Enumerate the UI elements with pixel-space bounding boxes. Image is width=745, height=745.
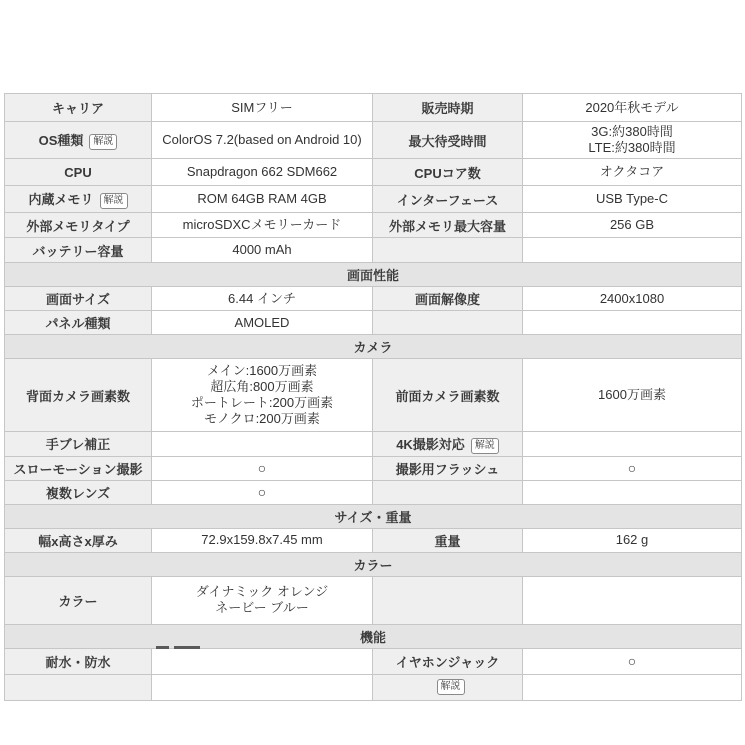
clipped-text-remnant <box>174 646 200 649</box>
spec-label-cell <box>5 213 152 238</box>
spec-label-cell <box>373 238 523 263</box>
spec-label-cell <box>5 311 152 335</box>
spec-row <box>5 528 742 552</box>
spec-value-line: ColorOS 7.2(based on Android 10) <box>162 132 362 147</box>
spec-label-cell <box>5 456 152 480</box>
spec-label: 重量 <box>434 533 461 549</box>
section-row <box>5 263 742 287</box>
spec-label: 耐水・防水 <box>45 654 111 670</box>
section-title: カメラ <box>5 335 742 359</box>
clipped-text-remnant <box>156 646 169 649</box>
spec-label-cell <box>373 480 523 504</box>
spec-label: バッテリー容量 <box>32 243 124 259</box>
spec-value-line: LTE:約380時間 <box>588 140 676 155</box>
spec-label: スローモーション撮影 <box>13 461 143 477</box>
spec-row <box>5 159 742 186</box>
spec-value-line: 4000 mAh <box>232 242 292 257</box>
spec-label: 画面解像度 <box>414 292 480 307</box>
spec-label: 幅x高さx厚み <box>38 533 118 549</box>
spec-label: CPU <box>64 164 92 180</box>
spec-value-cell <box>152 456 373 480</box>
spec-label-cell <box>373 213 523 238</box>
spec-label: 画面サイズ <box>46 292 110 307</box>
spec-value-line: 6.44 インチ <box>228 290 296 306</box>
spec-value-cell <box>152 213 373 238</box>
spec-label: 背面カメラ画素数 <box>25 388 130 404</box>
spec-label-cell <box>373 94 523 122</box>
spec-label-cell <box>373 432 523 457</box>
spec-value-cell <box>523 432 742 457</box>
spec-label-cell <box>373 648 523 674</box>
spec-row <box>5 238 742 263</box>
spec-row <box>5 213 742 238</box>
spec-row <box>5 122 742 159</box>
spec-label: 手ブレ補正 <box>45 437 111 453</box>
spec-label: 内蔵メモリ <box>28 192 94 208</box>
spec-value-cell <box>523 576 742 624</box>
spec-row-clipped <box>5 674 742 700</box>
spec-value-line: 1600万画素 <box>598 387 666 402</box>
spec-label: 4K撮影対応 <box>396 437 465 452</box>
spec-value-line: 162 g <box>615 532 649 548</box>
kaisetsu-link-button[interactable]: 解説 <box>471 438 499 454</box>
spec-label-cell <box>373 456 523 480</box>
spec-label: カラー <box>58 593 98 609</box>
spec-label-cell <box>373 287 523 311</box>
spec-label-cell <box>373 186 523 213</box>
spec-label-cell <box>5 674 152 700</box>
spec-label-cell <box>5 359 152 432</box>
spec-value-line: AMOLED <box>234 314 290 330</box>
spec-label-cell <box>5 238 152 263</box>
spec-label-cell <box>5 648 152 674</box>
spec-label: 外部メモリタイプ <box>26 218 130 234</box>
spec-value-line: ダイナミック オレンジ <box>195 584 329 600</box>
spec-row <box>5 648 742 674</box>
spec-label-cell <box>5 186 152 213</box>
spec-value-line: メイン:1600万画素 <box>206 363 318 378</box>
spec-row <box>5 311 742 335</box>
spec-value-cell <box>152 528 373 552</box>
spec-value-line: 2400x1080 <box>599 290 665 306</box>
spec-label-cell <box>373 576 523 624</box>
kaisetsu-link-button[interactable]: 解説 <box>100 193 128 209</box>
spec-label-cell <box>373 311 523 335</box>
spec-label: 複数レンズ <box>45 485 111 501</box>
spec-table-body <box>5 94 742 701</box>
spec-value-cell <box>152 287 373 311</box>
spec-row <box>5 480 742 504</box>
section-row <box>5 335 742 359</box>
spec-table-container <box>4 93 741 693</box>
spec-value-line: SIMフリー <box>231 99 293 115</box>
spec-value-cell <box>152 186 373 213</box>
section-row <box>5 504 742 528</box>
spec-value-line: ネービー ブルー <box>215 600 309 616</box>
spec-value-cell <box>523 287 742 311</box>
spec-label: インターフェース <box>396 192 499 208</box>
spec-table <box>4 93 742 701</box>
spec-label: OS種類 <box>38 133 84 149</box>
spec-label-cell <box>5 432 152 457</box>
spec-label-cell <box>5 480 152 504</box>
spec-label-cell <box>5 94 152 122</box>
spec-value-cell <box>152 359 373 432</box>
spec-label: 販売時期 <box>421 101 474 116</box>
kaisetsu-link-button[interactable]: 解説 <box>437 679 465 695</box>
spec-row <box>5 287 742 311</box>
spec-value-cell <box>523 480 742 504</box>
spec-value-line: 256 GB <box>609 217 655 232</box>
spec-row <box>5 456 742 480</box>
spec-value-cell <box>523 94 742 122</box>
spec-value-cell <box>523 311 742 335</box>
spec-label-cell <box>373 528 523 552</box>
section-row <box>5 624 742 648</box>
spec-row <box>5 432 742 457</box>
supported-circle-mark: ○ <box>627 653 637 670</box>
spec-value-cell <box>152 122 373 159</box>
spec-value-cell <box>523 159 742 186</box>
spec-value-line: モノクロ:200万画素 <box>204 411 320 426</box>
spec-value-cell <box>523 528 742 552</box>
spec-value-cell <box>152 94 373 122</box>
spec-label: 撮影用フラッシュ <box>395 461 500 477</box>
spec-value-cell <box>523 456 742 480</box>
spec-value-line: Snapdragon 662 SDM662 <box>186 164 338 179</box>
spec-value-cell <box>523 122 742 159</box>
spec-value-line: オクタコア <box>599 164 665 179</box>
spec-value-cell <box>152 311 373 335</box>
spec-value-line: 2020年秋モデル <box>585 99 679 115</box>
spec-value-cell <box>523 186 742 213</box>
spec-label-cell <box>373 674 523 700</box>
spec-value-cell <box>523 213 742 238</box>
spec-value-line: ROM 64GB RAM 4GB <box>197 191 327 206</box>
spec-value-cell <box>152 238 373 263</box>
supported-circle-mark: ○ <box>627 460 637 477</box>
spec-value-cell <box>152 159 373 186</box>
kaisetsu-link-button[interactable]: 解説 <box>89 134 117 150</box>
spec-value-cell <box>152 432 373 457</box>
spec-value-cell <box>152 648 373 674</box>
spec-label: 外部メモリ最大容量 <box>388 218 506 234</box>
spec-label-cell <box>5 528 152 552</box>
spec-label-cell <box>5 576 152 624</box>
spec-label-cell <box>373 159 523 186</box>
spec-value-line: ポートレート:200万画素 <box>190 395 334 410</box>
spec-row <box>5 359 742 432</box>
spec-label: 最大待受時間 <box>408 133 487 149</box>
spec-value-line: 超広角:800万画素 <box>210 379 314 394</box>
section-row <box>5 552 742 576</box>
spec-label-cell <box>5 287 152 311</box>
spec-value-line: 3G:約380時間 <box>591 124 673 139</box>
spec-label-cell <box>5 159 152 186</box>
spec-value-cell <box>523 648 742 674</box>
section-title: 画面性能 <box>5 263 742 287</box>
section-title: サイズ・重量 <box>5 504 742 528</box>
spec-label: パネル種類 <box>45 316 111 331</box>
spec-row <box>5 576 742 624</box>
supported-circle-mark: ○ <box>257 460 267 477</box>
spec-label: 前面カメラ画素数 <box>395 388 500 404</box>
spec-value-cell <box>152 674 373 700</box>
spec-value-line: microSDXCメモリーカード <box>182 217 342 232</box>
spec-label: キャリア <box>51 101 104 116</box>
spec-value-cell <box>152 480 373 504</box>
spec-label-cell <box>373 359 523 432</box>
spec-label-cell <box>5 122 152 159</box>
supported-circle-mark: ○ <box>257 484 267 501</box>
spec-value-cell <box>523 674 742 700</box>
spec-value-cell <box>523 238 742 263</box>
spec-label: イヤホンジャック <box>395 654 500 670</box>
spec-value-cell <box>523 359 742 432</box>
spec-value-line: USB Type-C <box>595 191 668 206</box>
spec-value-line: 72.9x159.8x7.45 mm <box>201 532 323 548</box>
spec-value-cell <box>152 576 373 624</box>
spec-row <box>5 94 742 122</box>
spec-label: CPUコア数 <box>414 165 481 181</box>
section-title: カラー <box>5 552 742 576</box>
spec-label-cell <box>373 122 523 159</box>
spec-row <box>5 186 742 213</box>
section-title: 機能 <box>5 624 742 648</box>
